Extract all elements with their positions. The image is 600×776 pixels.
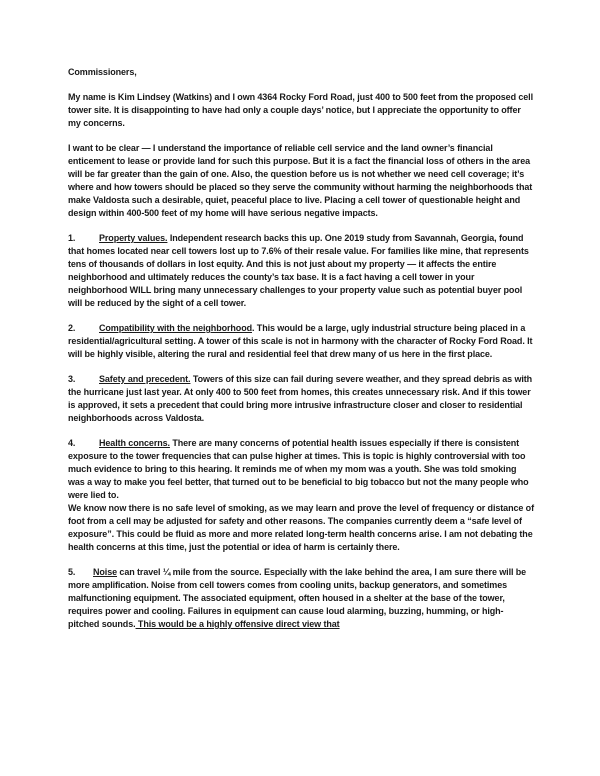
list-item-compatibility (68, 322, 534, 361)
list-item-property-values (68, 232, 534, 310)
list-item-noise (68, 566, 534, 631)
item-body-continued: We know now there is no safe level of smoking, as we may learn and prove the level of frequency or distance of foot from a cell may be adjusted for safety and other reasons. The companies currently deem a “safe level of exposure”. This could be fluid as more and more related long-term health concerns arise. I am not debating the health concerns at this time, just the potential or idea of harm is certainly there. (68, 503, 534, 552)
intro-paragraph: My name is Kim Lindsey (Watkins) and I own 4364 Rocky Ford Road, just 400 to 500 feet from the proposed cell tower site. It is disappointing to have had only a couple days’ notice, but I appreciate the opportunity to offer my concerns. (68, 92, 533, 128)
item-body: Independent research backs this up. One 2019 study from Savannah, Georgia, found that homes located near cell towers lost up to 7.6% of their resale value. For families like mine, that represents tens of thousands of dollars in lost equity. And this is not just about my property — it affects the entire neighborhood and ultimately reduces the county’s tax base. It is a fact having a cell tower in your neighborhood WILL bring many unnecessary challenges to your property value such as potential buyer pool will be reduced by the sight of a cell tower. (68, 233, 529, 308)
item-heading: Safety and precedent. (99, 374, 191, 384)
item-number: 5. (68, 567, 76, 577)
item-underlined-tail: This would be a highly offensive direct view that (135, 619, 340, 629)
item-number: 3. (68, 374, 76, 384)
item-body: Towers of this size can fail during severe weather, and they spread debris as with the hurricane just last year. At only 400 to 500 feet from homes, this creates unnecessary risk. And if this tower is approved, it sets a precedent that could bring more intrusive infrastructure closer and closer to residential neighborhoods across Valdosta. (68, 374, 533, 423)
list-item-health-concerns (68, 437, 534, 554)
item-body: There are many concerns of potential health issues especially if there is consistent exposure to the tower frequencies that can pulse higher at times. This is topic is highly controversial with too much evidence to bring to this hearing. It reminds me of when my mom was a youth. She was told smoking was a way to make you feel better, that turned out to be beneficial to big tobacco but not the many people who were lied to. (68, 438, 529, 500)
salutation: Commissioners, (68, 67, 137, 77)
item-number: 2. (68, 323, 76, 333)
item-heading: Noise (93, 567, 118, 577)
item-heading: Property values. (99, 233, 168, 243)
item-number: 1. (68, 233, 76, 243)
item-body: . This would be a large, ugly industrial structure being placed in a residential/agricultural setting. A tower of this scale is not in harmony with the character of Rocky Ford Road. It will be highly visible, altering the rural and residential feel that drew many of us here in the first place. (68, 323, 533, 359)
item-body: can travel ¼ mile from the source. Especially with the lake behind the area, I am sure there will be more amplification. Noise from cell towers comes from cooling units, backup generators, and sometimes malfunctioning equipment. The associated equipment, often housed in a shelter at the base of the tower, requires power and cooling. Failures in equipment can cause loud alarming, buzzing, humming, or high-pitched sounds. (68, 567, 527, 629)
item-heading: Compatibility with the neighborhood (99, 323, 252, 333)
item-heading: Health concerns. (99, 438, 170, 448)
list-item-safety-precedent (68, 373, 534, 425)
item-number: 4. (68, 438, 76, 448)
document-page (68, 66, 534, 631)
position-paragraph: I want to be clear — I understand the importance of reliable cell service and the land owner’s financial enticement to lease or provide land for such this purpose. But it is a fact the financial loss of others in the area will be far greater than the gain of one. Also, the question before us is not whether we need cell coverage; it’s where and how towers should be placed so they serve the community without harming the neighborhoods that make Valdosta such a desirable, quiet, peaceful place to live. Placing a cell tower of questionable height and design within 400-500 feet of my home will have serious negative impacts. (68, 143, 533, 218)
